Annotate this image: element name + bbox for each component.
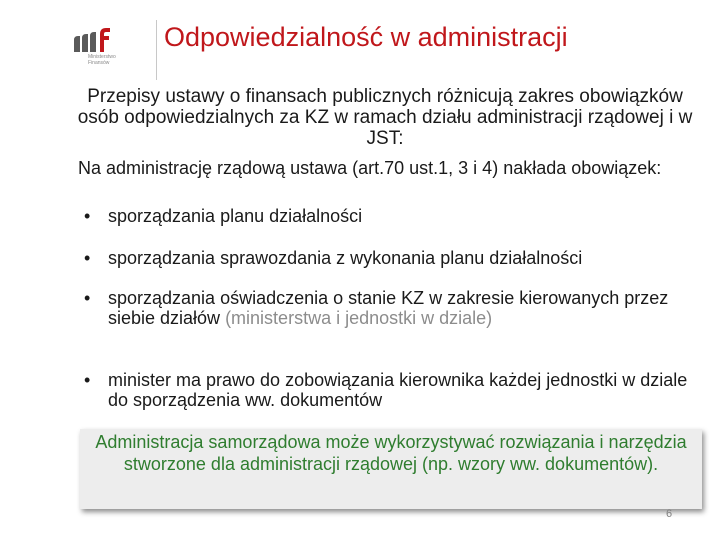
slide-title: Odpowiedzialność w administracji <box>164 22 568 52</box>
bullet-icon: • <box>84 206 91 226</box>
list-item <box>84 206 704 226</box>
list-item-text <box>84 288 704 328</box>
list-item <box>84 248 704 268</box>
list-item <box>84 370 704 410</box>
list-item-text: minister ma prawo do zobowiązania kierownika każdej jednostki w dziale do sporządzenia ww. dokumentów <box>108 370 688 410</box>
logo-text: Ministerstwo Finansów <box>88 54 116 66</box>
page-number: 6 <box>666 508 673 520</box>
header-divider <box>156 20 157 80</box>
mf-logo-icon <box>70 24 130 54</box>
list-item-main-text: sporządzania oświadczenia o stanie KZ w zakresie kierowanych przez siebie działów <box>108 288 669 328</box>
intro-paragraph: Przepisy ustawy o finansach publicznych różnicują zakres obowiązków osób odpowiedzialnych za KZ w ramach działu administracji rządowej i w JST: <box>77 86 693 149</box>
bullet-icon: • <box>84 248 91 268</box>
bullet-icon: • <box>84 288 91 308</box>
list-item-note: (ministerstwa i jednostki w dziale) <box>220 308 493 328</box>
list-item <box>84 288 704 328</box>
bullet-icon: • <box>84 370 91 390</box>
list-item-text: sporządzania sprawozdania z wykonania planu działalności <box>108 248 583 268</box>
list-item-text: sporządzania planu działalności <box>108 206 363 226</box>
callout-text: Administracja samorządowa może wykorzystywać rozwiązania i narzędzia stworzone dla administracji rządowej (np. wzory ww. dokumentów). <box>95 432 687 474</box>
ministry-logo <box>70 24 150 74</box>
lead-paragraph: Na administrację rządową ustawa (art.70 ust.1, 3 i 4) nakłada obowiązek: <box>78 158 662 178</box>
callout-box <box>80 429 702 509</box>
